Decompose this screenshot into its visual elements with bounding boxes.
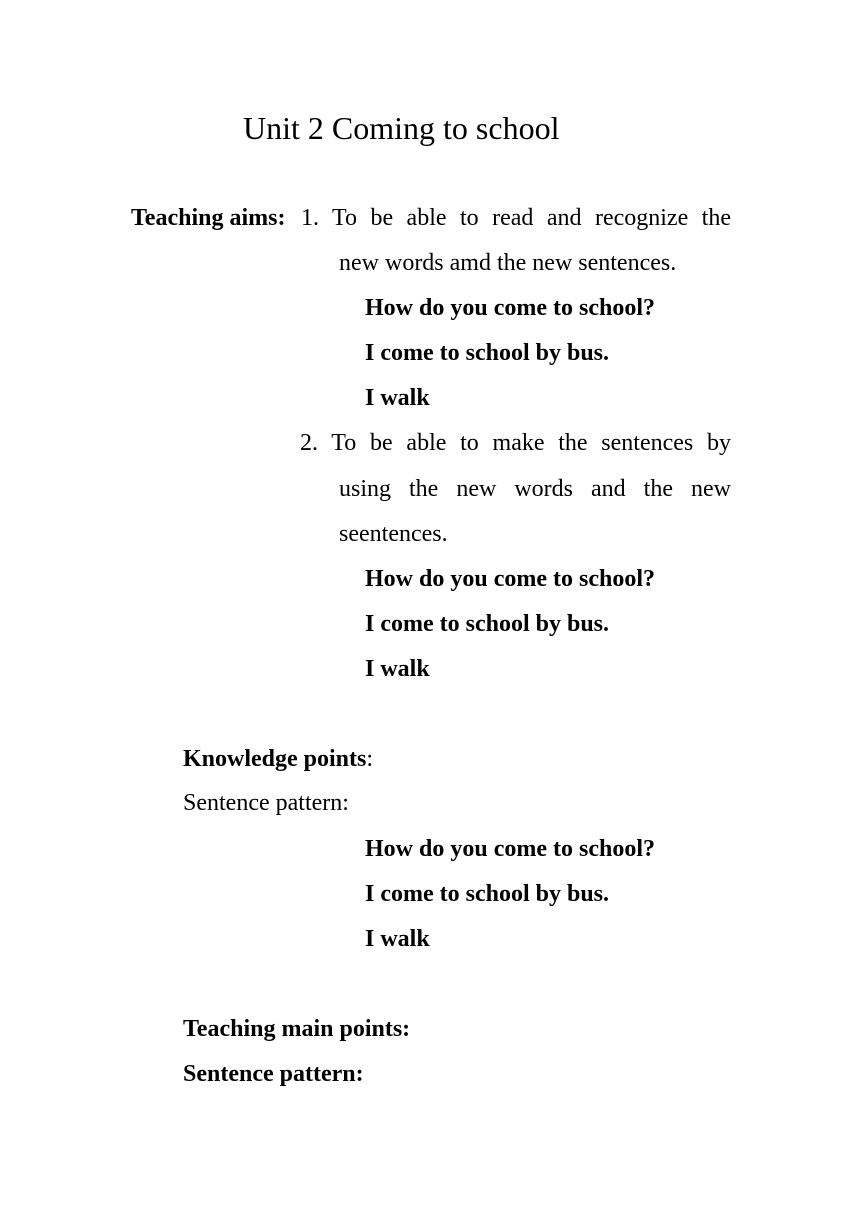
aim-2-sentence: I come to school by bus.	[365, 611, 610, 637]
aim-1-sentence: I come to school by bus.	[365, 340, 610, 366]
knowledge-points-label: Knowledge points	[183, 746, 367, 772]
aim-1-line-1: 1. To be able to read and recognize the	[301, 205, 731, 231]
aim-2-sentence: How do you come to school?	[365, 566, 655, 592]
aim-1-sentence: How do you come to school?	[365, 295, 655, 321]
teaching-main-points-label: Teaching main points:	[183, 1016, 411, 1042]
page-title: Unit 2 Coming to school	[243, 110, 560, 146]
knowledge-sentence: I come to school by bus.	[365, 881, 610, 907]
knowledge-points-colon: :	[366, 746, 374, 772]
aim-2-line-1: 2. To be able to make the sentences by	[300, 430, 731, 456]
knowledge-sentence: I walk	[365, 926, 430, 952]
aim-2-sentence: I walk	[365, 656, 430, 682]
knowledge-points-heading	[183, 744, 373, 774]
sentence-pattern-label: Sentence pattern:	[183, 790, 349, 816]
aim-2-line-3: seentences.	[339, 521, 448, 547]
teaching-aims-label: Teaching aims:	[131, 205, 286, 231]
main-points-sentence-pattern-label: Sentence pattern:	[183, 1061, 364, 1087]
aim-2-line-2: using the new words and the new	[339, 476, 731, 502]
aim-1-sentence: I walk	[365, 385, 430, 411]
aim-1-line-2: new words amd the new sentences.	[339, 250, 677, 276]
knowledge-sentence: How do you come to school?	[365, 836, 655, 862]
